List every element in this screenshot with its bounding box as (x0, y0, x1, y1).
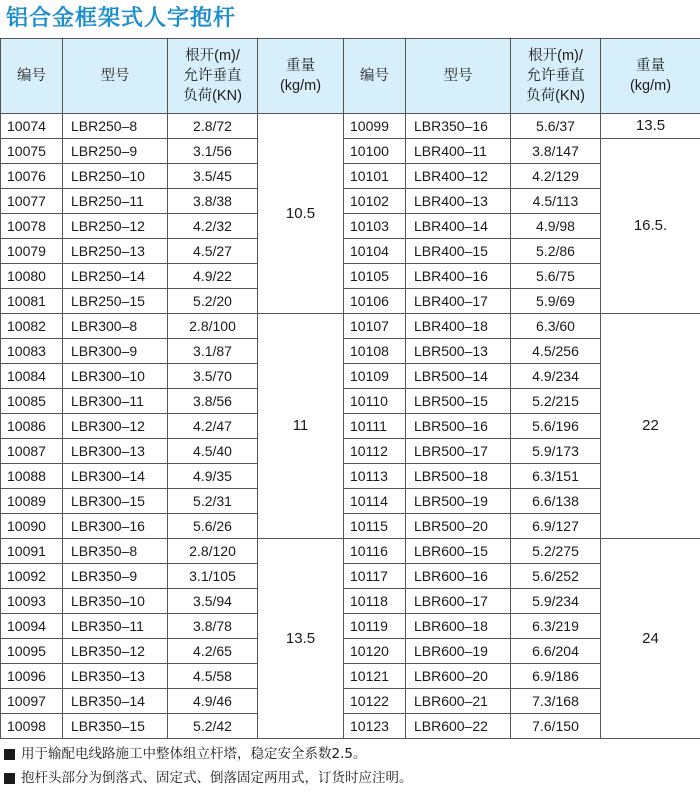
spec-table (0, 38, 700, 739)
table-row (1, 414, 700, 439)
item-spec-load: 4.9/22 (168, 264, 258, 289)
item-model: LBR350–11 (63, 614, 168, 639)
item-model: LBR500–19 (406, 489, 511, 514)
item-model: LBR300–16 (63, 514, 168, 539)
item-model: LBR400–16 (406, 264, 511, 289)
item-model: LBR600–17 (406, 589, 511, 614)
header-spec-line: 负荷(KN) (526, 88, 585, 104)
item-spec-load: 4.5/113 (511, 189, 601, 214)
item-spec-load: 2.8/100 (168, 314, 258, 339)
item-code: 10098 (1, 714, 63, 739)
item-code: 10100 (344, 139, 406, 164)
item-code: 10112 (344, 439, 406, 464)
item-code: 10110 (344, 389, 406, 414)
item-code: 10121 (344, 664, 406, 689)
item-spec-load: 7.6/150 (511, 714, 601, 739)
item-spec-load: 6.6/138 (511, 489, 601, 514)
item-spec-load: 4.2/129 (511, 164, 601, 189)
item-model: LBR600–21 (406, 689, 511, 714)
item-model: LBR500–16 (406, 414, 511, 439)
table-row (1, 339, 700, 364)
item-model: LBR500–18 (406, 464, 511, 489)
item-code: 10079 (1, 239, 63, 264)
item-model: LBR300–13 (63, 439, 168, 464)
header-spec (511, 39, 601, 114)
item-code: 10102 (344, 189, 406, 214)
item-code: 10101 (344, 164, 406, 189)
item-code: 10078 (1, 214, 63, 239)
item-spec-load: 4.5/256 (511, 339, 601, 364)
item-spec-load: 5.9/173 (511, 439, 601, 464)
header-spec-line: 负荷(KN) (183, 88, 242, 104)
item-spec-load: 4.5/27 (168, 239, 258, 264)
item-model: LBR400–12 (406, 164, 511, 189)
item-model: LBR500–17 (406, 439, 511, 464)
item-model: LBR400–15 (406, 239, 511, 264)
item-model: LBR350–14 (63, 689, 168, 714)
item-code: 10076 (1, 164, 63, 189)
header-model: 型号 (406, 39, 511, 114)
item-code: 10091 (1, 539, 63, 564)
item-spec-load: 5.6/196 (511, 414, 601, 439)
item-model: LBR300–10 (63, 364, 168, 389)
item-spec-load: 5.2/86 (511, 239, 601, 264)
item-code: 10090 (1, 514, 63, 539)
item-spec-load: 5.2/42 (168, 714, 258, 739)
item-spec-load: 5.2/215 (511, 389, 601, 414)
item-model: LBR350–12 (63, 639, 168, 664)
table-row (1, 639, 700, 664)
table-row (1, 589, 700, 614)
item-spec-load: 3.5/94 (168, 589, 258, 614)
item-code: 10086 (1, 414, 63, 439)
item-code: 10083 (1, 339, 63, 364)
item-spec-load: 5.6/75 (511, 264, 601, 289)
item-code: 10123 (344, 714, 406, 739)
item-spec-load: 4.2/65 (168, 639, 258, 664)
item-code: 10080 (1, 264, 63, 289)
item-code: 10095 (1, 639, 63, 664)
table-row (1, 164, 700, 189)
item-code: 10122 (344, 689, 406, 714)
item-weight: 24 (601, 539, 700, 739)
item-model: LBR250–13 (63, 239, 168, 264)
item-code: 10085 (1, 389, 63, 414)
item-model: LBR250–10 (63, 164, 168, 189)
item-spec-load: 2.8/72 (168, 114, 258, 139)
table-row (1, 539, 700, 564)
item-code: 10092 (1, 564, 63, 589)
item-code: 10115 (344, 514, 406, 539)
item-model: LBR400–13 (406, 189, 511, 214)
item-weight: 13.5 (601, 114, 700, 139)
item-spec-load: 5.6/37 (511, 114, 601, 139)
item-weight: 16.5. (601, 139, 700, 314)
item-code: 10109 (344, 364, 406, 389)
item-model: LBR250–15 (63, 289, 168, 314)
item-code: 10089 (1, 489, 63, 514)
item-model: LBR250–9 (63, 139, 168, 164)
item-model: LBR300–14 (63, 464, 168, 489)
item-weight: 13.5 (258, 539, 344, 739)
item-spec-load: 4.2/47 (168, 414, 258, 439)
page-title: 铝合金框架式人字抱杆 (6, 6, 237, 31)
item-code: 10084 (1, 364, 63, 389)
spec-table-body (1, 114, 700, 739)
item-spec-load: 4.5/40 (168, 439, 258, 464)
header-spec-line: 根开(m)/ (185, 48, 240, 64)
item-spec-load: 6.6/204 (511, 639, 601, 664)
item-spec-load: 2.8/120 (168, 539, 258, 564)
table-row (1, 314, 700, 339)
item-spec-load: 3.1/87 (168, 339, 258, 364)
notes (4, 742, 694, 790)
item-model: LBR600–19 (406, 639, 511, 664)
header-model: 型号 (63, 39, 168, 114)
item-model: LBR350–9 (63, 564, 168, 589)
header-spec-line: 根开(m)/ (528, 48, 583, 64)
item-model: LBR350–15 (63, 714, 168, 739)
item-code: 10118 (344, 589, 406, 614)
item-code: 10120 (344, 639, 406, 664)
item-code: 10116 (344, 539, 406, 564)
item-model: LBR300–12 (63, 414, 168, 439)
item-model: LBR350–8 (63, 539, 168, 564)
note-item (4, 766, 694, 790)
note-item (4, 742, 694, 766)
item-weight: 10.5 (258, 114, 344, 314)
item-spec-load: 6.3/60 (511, 314, 601, 339)
item-spec-load: 4.9/98 (511, 214, 601, 239)
header-spec-line: 允许垂直 (183, 68, 242, 84)
item-model: LBR300–11 (63, 389, 168, 414)
item-model: LBR500–13 (406, 339, 511, 364)
item-code: 10075 (1, 139, 63, 164)
item-spec-load: 3.5/45 (168, 164, 258, 189)
square-bullet-icon (4, 773, 15, 784)
item-model: LBR500–15 (406, 389, 511, 414)
item-spec-load: 5.2/20 (168, 289, 258, 314)
item-model: LBR350–13 (63, 664, 168, 689)
item-code: 10099 (344, 114, 406, 139)
item-model: LBR600–20 (406, 664, 511, 689)
item-weight: 11 (258, 314, 344, 539)
item-code: 10088 (1, 464, 63, 489)
table-row (1, 289, 700, 314)
item-spec-load: 4.2/32 (168, 214, 258, 239)
header-weight (258, 39, 344, 114)
table-row (1, 114, 700, 139)
item-model: LBR300–9 (63, 339, 168, 364)
item-code: 10094 (1, 614, 63, 639)
table-row (1, 714, 700, 739)
item-code: 10082 (1, 314, 63, 339)
table-row (1, 139, 700, 164)
item-code: 10097 (1, 689, 63, 714)
item-code: 10074 (1, 114, 63, 139)
item-code: 10096 (1, 664, 63, 689)
item-model: LBR500–14 (406, 364, 511, 389)
item-code: 10108 (344, 339, 406, 364)
item-spec-load: 3.1/56 (168, 139, 258, 164)
item-code: 10087 (1, 439, 63, 464)
item-code: 10113 (344, 464, 406, 489)
item-code: 10107 (344, 314, 406, 339)
header-weight-line: 重量 (636, 58, 665, 74)
item-spec-load: 6.9/186 (511, 664, 601, 689)
item-spec-load: 3.8/38 (168, 189, 258, 214)
table-row (1, 214, 700, 239)
table-row (1, 264, 700, 289)
note-text: 用于输配电线路施工中整体组立杆塔，稳定安全系数2.5。 (21, 746, 367, 762)
item-spec-load: 6.9/127 (511, 514, 601, 539)
table-row (1, 514, 700, 539)
table-row (1, 689, 700, 714)
item-spec-load: 4.9/234 (511, 364, 601, 389)
header-weight-line: 重量 (286, 58, 315, 74)
note-text: 抱杆头部分为倒落式、固定式、倒落固定两用式，订货时应注明。 (21, 770, 413, 786)
item-spec-load: 5.2/275 (511, 539, 601, 564)
item-code: 10106 (344, 289, 406, 314)
item-spec-load: 4.9/46 (168, 689, 258, 714)
item-model: LBR600–22 (406, 714, 511, 739)
header-code: 编号 (344, 39, 406, 114)
table-row (1, 614, 700, 639)
item-model: LBR600–16 (406, 564, 511, 589)
item-model: LBR600–18 (406, 614, 511, 639)
item-spec-load: 6.3/151 (511, 464, 601, 489)
item-spec-load: 3.1/105 (168, 564, 258, 589)
item-spec-load: 4.9/35 (168, 464, 258, 489)
item-code: 10105 (344, 264, 406, 289)
item-code: 10111 (344, 414, 406, 439)
item-spec-load: 5.9/69 (511, 289, 601, 314)
item-model: LBR500–20 (406, 514, 511, 539)
item-model: LBR600–15 (406, 539, 511, 564)
item-model: LBR250–8 (63, 114, 168, 139)
item-model: LBR300–8 (63, 314, 168, 339)
header-weight-line: (kg/m) (629, 78, 672, 94)
item-spec-load: 3.8/56 (168, 389, 258, 414)
item-spec-load: 7.3/168 (511, 689, 601, 714)
item-model: LBR350–16 (406, 114, 511, 139)
item-code: 10117 (344, 564, 406, 589)
item-code: 10104 (344, 239, 406, 264)
item-model: LBR300–15 (63, 489, 168, 514)
item-code: 10081 (1, 289, 63, 314)
table-row (1, 464, 700, 489)
square-bullet-icon (4, 749, 15, 760)
item-spec-load: 5.2/31 (168, 489, 258, 514)
item-code: 10093 (1, 589, 63, 614)
item-weight: 22 (601, 314, 700, 539)
header-spec (168, 39, 258, 114)
table-row (1, 489, 700, 514)
header-row (1, 39, 700, 114)
header-weight-line: (kg/m) (279, 78, 322, 94)
item-spec-load: 5.6/252 (511, 564, 601, 589)
item-code: 10119 (344, 614, 406, 639)
table-row (1, 389, 700, 414)
item-spec-load: 4.5/58 (168, 664, 258, 689)
item-model: LBR250–14 (63, 264, 168, 289)
item-model: LBR400–18 (406, 314, 511, 339)
item-code: 10114 (344, 489, 406, 514)
table-row (1, 439, 700, 464)
item-spec-load: 5.9/234 (511, 589, 601, 614)
header-spec-line: 允许垂直 (526, 68, 585, 84)
item-code: 10077 (1, 189, 63, 214)
item-model: LBR400–14 (406, 214, 511, 239)
table-row (1, 664, 700, 689)
header-weight (601, 39, 700, 114)
item-model: LBR250–12 (63, 214, 168, 239)
item-model: LBR350–10 (63, 589, 168, 614)
table-row (1, 364, 700, 389)
item-model: LBR400–17 (406, 289, 511, 314)
item-model: LBR400–11 (406, 139, 511, 164)
table-row (1, 564, 700, 589)
item-code: 10103 (344, 214, 406, 239)
item-spec-load: 5.6/26 (168, 514, 258, 539)
table-row (1, 239, 700, 264)
item-spec-load: 3.8/147 (511, 139, 601, 164)
item-spec-load: 3.5/70 (168, 364, 258, 389)
table-row (1, 189, 700, 214)
item-spec-load: 3.8/78 (168, 614, 258, 639)
item-spec-load: 6.3/219 (511, 614, 601, 639)
item-model: LBR250–11 (63, 189, 168, 214)
header-code: 编号 (1, 39, 63, 114)
